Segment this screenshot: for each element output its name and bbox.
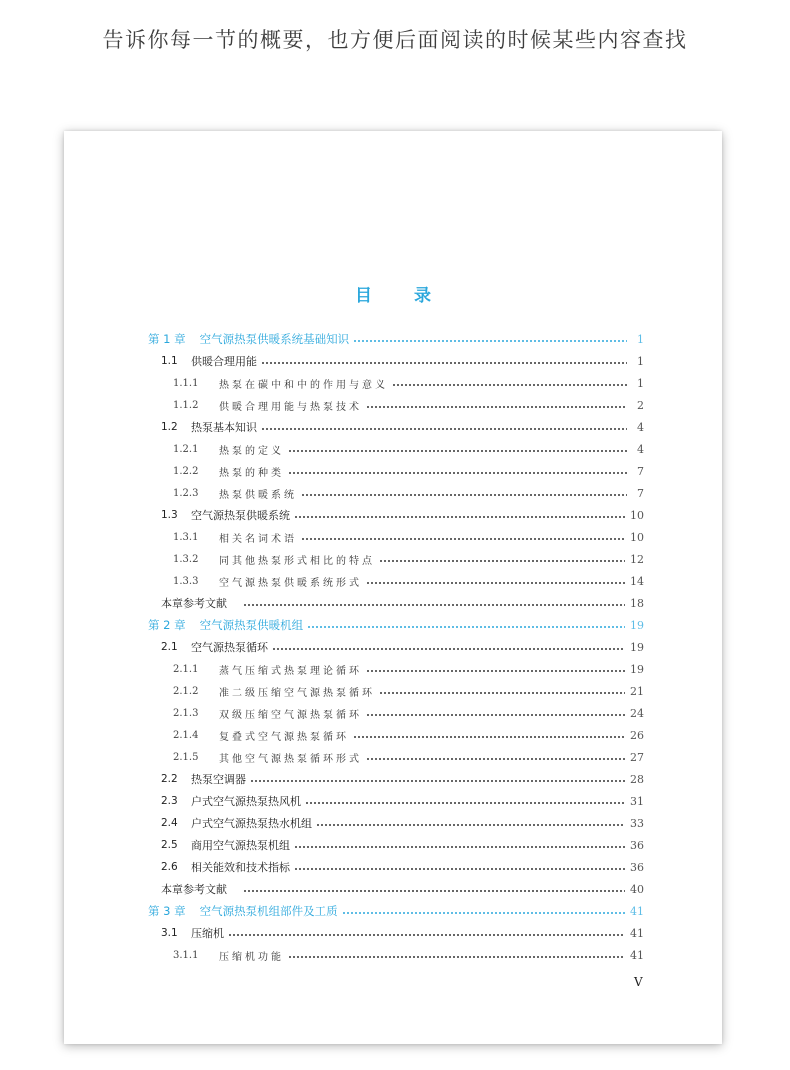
entry-title: 热泵在碳中和中的作用与意义 [219, 379, 388, 391]
entry-title: 热泵空调器 [191, 773, 246, 786]
entry-title: 本章参考文献 [161, 883, 227, 896]
toc-entry-chapter-2[interactable] [148, 615, 644, 635]
entry-number: 1.3 [161, 509, 178, 521]
page-caption: 告诉你每一节的概要，也方便后面阅读的时候某些内容查找 [102, 28, 688, 52]
toc-entry-section[interactable] [161, 351, 644, 371]
entry-title: 热泵的种类 [219, 467, 284, 479]
entry-number: 2.1 [161, 641, 178, 653]
toc-entry-references[interactable] [161, 879, 644, 899]
entry-page: 10 [630, 508, 644, 522]
entry-page: 27 [630, 750, 644, 764]
entry-title: 空气源热泵循环 [191, 641, 268, 654]
toc-entry-section[interactable] [161, 857, 644, 877]
entry-title: 蒸气压缩式热泵理论循环 [219, 665, 362, 677]
toc-entry-subsection[interactable] [173, 395, 644, 415]
dot-leader [366, 406, 627, 408]
entry-number: 2.1.1 [173, 663, 199, 675]
toc-entry-chapter-1[interactable] [148, 329, 644, 349]
dot-leader [353, 736, 625, 738]
entry-number: 2.2 [161, 773, 178, 785]
dot-leader [366, 582, 625, 584]
entry-number: 2.1.4 [173, 729, 199, 741]
entry-number: 1.1 [161, 355, 178, 367]
dot-leader [305, 802, 625, 804]
toc-heading-char-1: 目 [355, 286, 372, 306]
entry-title: 热泵供暖系统 [219, 489, 297, 501]
dot-leader [272, 648, 625, 650]
entry-number: 1.2.2 [173, 465, 199, 477]
dot-leader [316, 824, 625, 826]
toc-entry-section[interactable] [161, 813, 644, 833]
dot-leader [301, 538, 625, 540]
entry-title: 复叠式空气源热泵循环 [219, 731, 349, 743]
toc-entry-subsection[interactable] [173, 483, 644, 503]
toc-heading-char-2: 录 [414, 286, 431, 306]
toc-entry-section[interactable] [161, 769, 644, 789]
entry-title: 空气源热泵供暖系统形式 [219, 577, 362, 589]
entry-page: 4 [637, 442, 644, 456]
toc-entry-subsection[interactable] [173, 373, 644, 393]
dot-leader [392, 384, 627, 386]
dot-leader [353, 340, 627, 342]
dot-leader [294, 516, 625, 518]
toc-entry-section[interactable] [161, 505, 644, 525]
dot-leader [366, 758, 625, 760]
dot-leader [301, 494, 627, 496]
toc-entry-references[interactable] [161, 593, 644, 613]
entry-title: 空气源热泵供暖机组 [199, 618, 304, 632]
entry-title: 热泵的定义 [219, 445, 284, 457]
entry-page: 26 [630, 728, 644, 742]
entry-title: 同其他热泵形式相比的特点 [219, 555, 375, 567]
entry-page: 21 [630, 684, 644, 698]
entry-number: 2.1.3 [173, 707, 199, 719]
toc-entry-subsection[interactable] [173, 725, 644, 745]
entry-title: 空气源热泵供暖系统基础知识 [199, 332, 350, 346]
entry-title: 压缩机 [191, 927, 224, 940]
dot-leader [288, 472, 627, 474]
entry-title: 相关名词术语 [219, 533, 297, 545]
dot-leader [261, 362, 627, 364]
entry-number: 1.2.3 [173, 487, 199, 499]
entry-number: 1.2 [161, 421, 178, 433]
dot-leader [288, 956, 625, 958]
entry-page: 1 [637, 354, 644, 368]
entry-page: 18 [630, 596, 644, 610]
entry-number: 1.3.1 [173, 531, 199, 543]
toc-entry-subsection[interactable] [173, 659, 644, 679]
toc-entry-section[interactable] [161, 637, 644, 657]
entry-title: 双级压缩空气源热泵循环 [219, 709, 362, 721]
toc-entry-subsection[interactable] [173, 681, 644, 701]
toc-entry-subsection[interactable] [173, 527, 644, 547]
dot-leader [379, 692, 625, 694]
entry-number: 3.1.1 [173, 949, 199, 961]
toc-entry-subsection[interactable] [173, 571, 644, 591]
entry-title: 本章参考文献 [161, 597, 227, 610]
entry-number: 1.1.2 [173, 399, 199, 411]
entry-page: 7 [637, 464, 644, 478]
toc-entry-chapter-3[interactable] [148, 901, 644, 921]
entry-page: 33 [630, 816, 644, 830]
entry-number: 1.3.3 [173, 575, 199, 587]
entry-title: 准二级压缩空气源热泵循环 [219, 687, 375, 699]
toc-entry-section[interactable] [161, 417, 644, 437]
entry-page: 12 [630, 552, 644, 566]
entry-title: 压缩机功能 [219, 951, 284, 963]
entry-title: 空气源热泵机组部件及工质 [199, 904, 338, 918]
dot-leader [288, 450, 627, 452]
entry-page: 31 [630, 794, 644, 808]
entry-number: 2.4 [161, 817, 178, 829]
entry-number: 2.5 [161, 839, 178, 851]
entry-page: 2 [637, 398, 644, 412]
dot-leader [243, 604, 625, 606]
entry-number: 2.1.2 [173, 685, 199, 697]
entry-page: 19 [630, 640, 644, 654]
entry-page: 36 [630, 838, 644, 852]
entry-page: 40 [630, 882, 644, 896]
dot-leader [294, 868, 625, 870]
toc-entry-subsection[interactable] [173, 549, 644, 569]
entry-number: 2.6 [161, 861, 178, 873]
entry-page: 41 [630, 904, 644, 918]
dot-leader [228, 934, 625, 936]
entry-page: 41 [630, 926, 644, 940]
dot-leader [250, 780, 625, 782]
dot-leader [379, 560, 625, 562]
toc-heading [64, 281, 722, 306]
dot-leader [366, 670, 625, 672]
entry-page: 41 [630, 948, 644, 962]
toc-entry-subsection[interactable] [173, 747, 644, 767]
toc-entry-subsection[interactable] [173, 439, 644, 459]
entry-page: 7 [637, 486, 644, 500]
entry-page: 1 [637, 376, 644, 390]
dot-leader [342, 912, 625, 914]
entry-number: 2.1.5 [173, 751, 199, 763]
entry-page: 24 [630, 706, 644, 720]
toc-entry-subsection[interactable] [173, 945, 644, 965]
toc-entry-section[interactable] [161, 791, 644, 811]
entry-title: 供暖合理用能与热泵技术 [219, 401, 362, 413]
entry-title: 户式空气源热泵热水机组 [191, 817, 312, 830]
dot-leader [307, 626, 625, 628]
entry-title: 热泵基本知识 [191, 421, 257, 434]
dot-leader [366, 714, 625, 716]
entry-title: 供暖合理用能 [191, 355, 257, 368]
entry-number: 1.2.1 [173, 443, 199, 455]
entry-number: 1.1.1 [173, 377, 199, 389]
book-page [64, 131, 722, 1044]
entry-page: 10 [630, 530, 644, 544]
toc-entry-section[interactable] [161, 923, 644, 943]
toc-entry-subsection[interactable] [173, 461, 644, 481]
entry-title: 其他空气源热泵循环形式 [219, 753, 362, 765]
entry-page: 1 [637, 332, 644, 346]
dot-leader [294, 846, 625, 848]
entry-number: 3.1 [161, 927, 178, 939]
entry-number: 1.3.2 [173, 553, 199, 565]
entry-title: 户式空气源热泵热风机 [191, 795, 301, 808]
page-folio-number: V [634, 975, 643, 989]
entry-page: 36 [630, 860, 644, 874]
entry-title: 相关能效和技术指标 [191, 861, 290, 874]
toc-entry-section[interactable] [161, 835, 644, 855]
entry-title: 商用空气源热泵机组 [191, 839, 290, 852]
entry-number: 第 3 章 [148, 904, 186, 918]
entry-number: 第 2 章 [148, 618, 186, 632]
entry-title: 空气源热泵供暖系统 [191, 509, 290, 522]
entry-page: 14 [630, 574, 644, 588]
entry-page: 19 [630, 662, 644, 676]
toc-entry-subsection[interactable] [173, 703, 644, 723]
entry-page: 19 [630, 618, 644, 632]
entry-page: 28 [630, 772, 644, 786]
entry-page: 4 [637, 420, 644, 434]
dot-leader [261, 428, 627, 430]
dot-leader [243, 890, 625, 892]
entry-number: 2.3 [161, 795, 178, 807]
entry-number: 第 1 章 [148, 332, 186, 346]
